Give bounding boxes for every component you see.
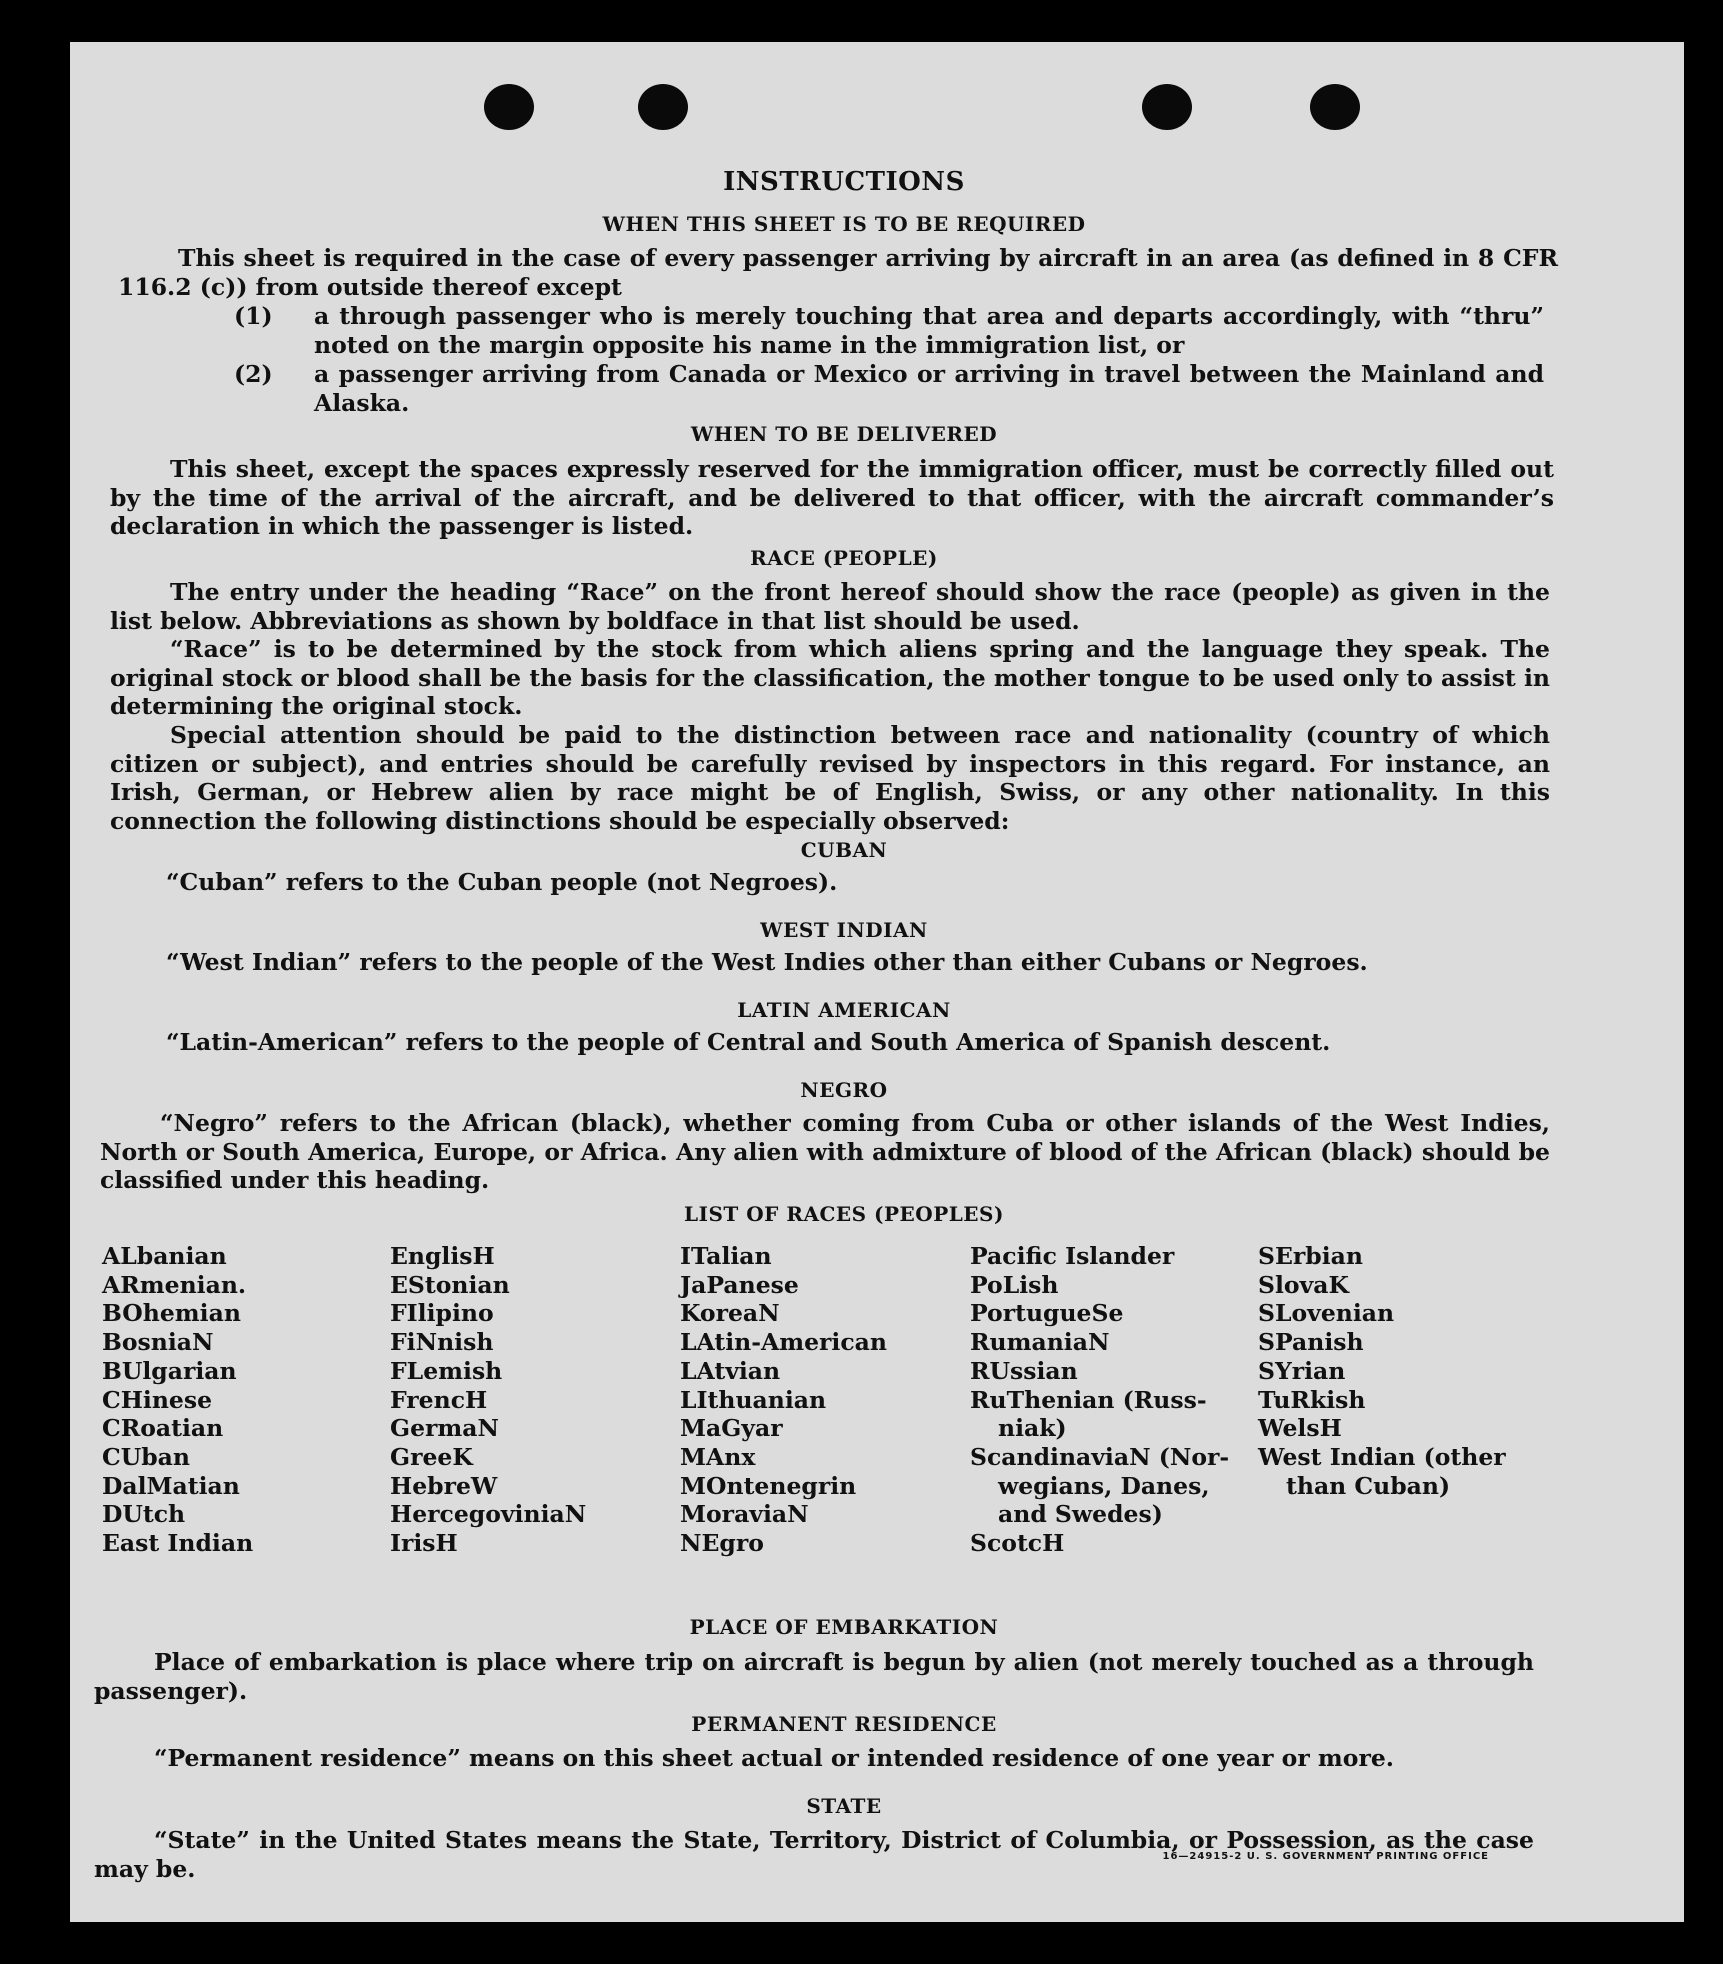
page-title: INSTRUCTIONS xyxy=(723,167,965,197)
heading-negro: NEGRO xyxy=(800,1078,888,1102)
list-item: West Indian (other xyxy=(1258,1442,1506,1471)
list-item: BUlgarian xyxy=(102,1356,237,1385)
heading-embarkation: PLACE OF EMBARKATION xyxy=(689,1615,999,1639)
heading-cuban: CUBAN xyxy=(800,838,888,862)
document-page xyxy=(70,42,1684,1922)
list-item: GreeK xyxy=(390,1442,473,1471)
heading-west-indian: WEST INDIAN xyxy=(760,918,928,942)
list-item: RUssian xyxy=(970,1356,1078,1385)
paragraph-state: “State” in the United States means the State, Territory, District of Columbia, or Possession, as the case may be. xyxy=(94,1826,1534,1883)
race-list-column-5 xyxy=(1258,1242,1506,1500)
paragraph-west-indian: “West Indian” refers to the people of the West Indies other than either Cubans or Negroes. xyxy=(166,948,1368,976)
paragraph-permanent-residence: “Permanent residence” means on this sheet actual or intended residence of one year or more. xyxy=(154,1744,1394,1772)
printing-office-footer: 16—24915-2 U. S. GOVERNMENT PRINTING OFFICE xyxy=(1162,1851,1489,1862)
paragraph-latin-american: “Latin-American” refers to the people of Central and South America of Spanish descent. xyxy=(166,1028,1331,1056)
list-item: CRoatian xyxy=(102,1414,224,1443)
punch-hole xyxy=(484,84,534,130)
list-item: BOhemian xyxy=(102,1299,241,1328)
paragraph-when-required: This sheet is required in the case of every passenger arriving by aircraft in an area (as defined in 8 CFR 116.2 (c)) from outside thereof except xyxy=(118,244,1558,301)
list-item: SPanish xyxy=(1258,1328,1364,1357)
list-item: MOntenegrin xyxy=(680,1471,857,1500)
heading-race: RACE (PEOPLE) xyxy=(750,546,938,570)
list-item: MaGyar xyxy=(680,1414,783,1443)
paragraph-cuban: “Cuban” refers to the Cuban people (not Negroes). xyxy=(166,868,838,896)
race-list-column-4 xyxy=(970,1242,1229,1558)
list-item: MAnx xyxy=(680,1442,756,1471)
list-item: FIlipino xyxy=(390,1299,494,1328)
paragraph-race-3: Special attention should be paid to the distinction between race and nationality (country of which citizen or subject), and entries should be carefully revised by inspectors in this regard. For instance, an Irish, German, or Hebrew alien by race might be of English, Swiss, or any other nationality. In this connection the following distinctions should be especially observed: xyxy=(110,721,1550,835)
race-list-column-2 xyxy=(390,1242,586,1558)
list-item: RuThenian (Russ- xyxy=(970,1385,1207,1414)
list-item: ScotcH xyxy=(970,1529,1065,1558)
paragraph-race-1: The entry under the heading “Race” on the front hereof should show the race (people) as given in the list below. Abbreviations as shown by boldface in that list should be used. xyxy=(110,578,1550,635)
list-item: KoreaN xyxy=(680,1299,780,1328)
list-item: FLemish xyxy=(390,1356,503,1385)
list-item: JaPanese xyxy=(680,1270,799,1299)
list-item: TuRkish xyxy=(1258,1385,1366,1414)
list-item: ALbanian xyxy=(102,1242,227,1270)
list-item: IrisH xyxy=(390,1529,458,1558)
exception-item-2: (2) a passenger arriving from Canada or Mexico or arriving in travel between the Mainland and Alaska. xyxy=(234,360,1544,417)
paragraph-race-2: “Race” is to be determined by the stock from which aliens spring and the language they speak. The original stock or blood shall be the basis for the classification, the mother tongue to be used only to assist in determining the original stock. xyxy=(110,635,1550,720)
list-item: GermaN xyxy=(390,1414,499,1443)
paragraph-negro: “Negro” refers to the African (black), whether coming from Cuba or other islands of the West Indies, North or South America, Europe, or Africa. Any alien with admixture of blood of the African (black) should be classified under this heading. xyxy=(100,1109,1550,1194)
list-item: FrencH xyxy=(390,1385,488,1414)
list-item: HebreW xyxy=(390,1471,498,1500)
list-item: EStonian xyxy=(390,1270,510,1299)
exception-item-1: (1) a through passenger who is merely touching that area and departs accordingly, with “thru” noted on the margin opposite his name in the immigration list, or xyxy=(234,302,1544,359)
list-item: PoLish xyxy=(970,1270,1059,1299)
heading-state: STATE xyxy=(806,1794,882,1818)
list-item: EnglisH xyxy=(390,1242,495,1270)
list-item: BosniaN xyxy=(102,1328,214,1357)
heading-when-delivered: WHEN TO BE DELIVERED xyxy=(690,422,998,446)
list-item: HercegoviniaN xyxy=(390,1500,587,1529)
list-item: DalMatian xyxy=(102,1471,240,1500)
punch-hole xyxy=(1310,84,1360,130)
heading-latin-american: LATIN AMERICAN xyxy=(737,998,951,1022)
list-item: RumaniaN xyxy=(970,1328,1110,1357)
list-item: MoraviaN xyxy=(680,1500,809,1529)
list-item: LIthuanian xyxy=(680,1385,827,1414)
list-item: East Indian xyxy=(102,1529,254,1558)
list-item: SErbian xyxy=(1258,1242,1363,1270)
paragraph-when-delivered: This sheet, except the spaces expressly reserved for the immigration officer, must be correctly filled out by the time of the arrival of the aircraft, and be delivered to that officer, with the aircraft commander’s declaration in which the passenger is listed. xyxy=(110,455,1554,540)
paragraph-embarkation: Place of embarkation is place where trip on aircraft is begun by alien (not merely touched as a through passenger). xyxy=(94,1648,1534,1705)
list-item: niak) xyxy=(998,1414,1067,1443)
list-item: LAtin-American xyxy=(680,1328,887,1357)
heading-permanent-residence: PERMANENT RESIDENCE xyxy=(691,1712,997,1736)
list-item: ITalian xyxy=(680,1242,772,1270)
list-item: SYrian xyxy=(1258,1356,1346,1385)
list-item: SLovenian xyxy=(1258,1299,1395,1328)
list-item: CUban xyxy=(102,1442,190,1471)
punch-hole xyxy=(1142,84,1192,130)
heading-list-of-races: LIST OF RACES (PEOPLES) xyxy=(684,1202,1004,1226)
heading-when-required: WHEN THIS SHEET IS TO BE REQUIRED xyxy=(602,212,1086,236)
list-item: wegians, Danes, xyxy=(998,1471,1210,1500)
punch-hole xyxy=(638,84,688,130)
list-item: NEgro xyxy=(680,1529,764,1558)
list-item: DUtch xyxy=(102,1500,186,1529)
list-item: LAtvian xyxy=(680,1356,781,1385)
list-item: FiNnish xyxy=(390,1328,494,1357)
list-item: CHinese xyxy=(102,1385,213,1414)
list-item: SlovaK xyxy=(1258,1270,1349,1299)
list-item: WelsH xyxy=(1258,1414,1342,1443)
list-item: than Cuban) xyxy=(1286,1471,1451,1500)
list-item: and Swedes) xyxy=(998,1500,1163,1529)
race-list-column-3 xyxy=(680,1242,887,1558)
list-item: ARmenian. xyxy=(102,1270,247,1299)
list-item: ScandinaviaN (Nor- xyxy=(970,1442,1230,1471)
list-item: Pacific Islander xyxy=(970,1242,1175,1270)
list-item: PortugueSe xyxy=(970,1299,1124,1328)
race-list-column-1 xyxy=(102,1242,253,1558)
